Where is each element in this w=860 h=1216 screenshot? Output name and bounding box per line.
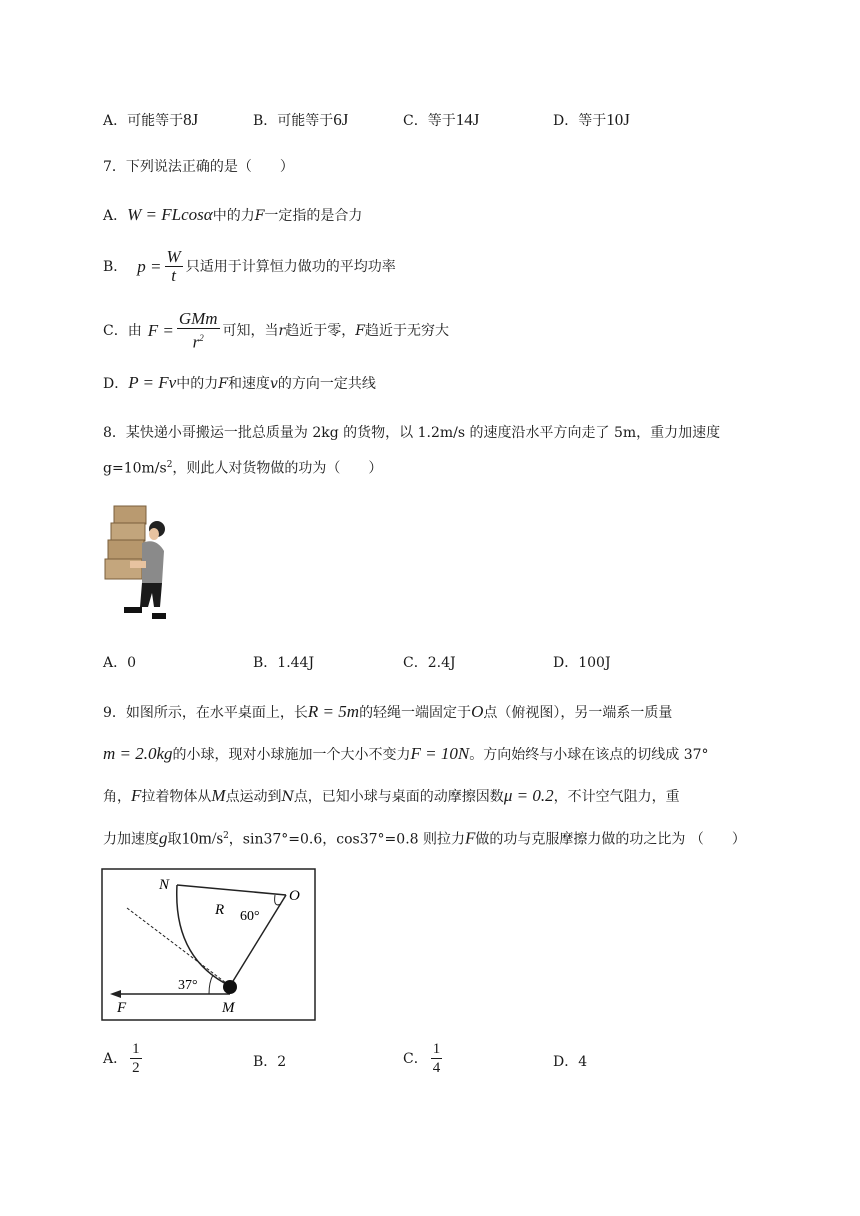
q6-option-d: D．等于10J: [553, 110, 630, 129]
delivery-person-image: [100, 503, 172, 623]
label-r: R: [215, 902, 225, 918]
q6-option-a: A．可能等于8J: [103, 110, 199, 129]
q9-option-b: B．2: [253, 1054, 287, 1070]
q8-stem-line2: $g=10m/s^2$，则此人对货物做的功为（ ）: [103, 460, 383, 477]
label-m: M: [222, 1000, 235, 1016]
q9-option-d: D．4: [553, 1054, 588, 1070]
q9-stem-line3: 角，F拉着物体从M点运动到N点，已知小球与桌面的动摩擦因数μ = 0.2，不计空气阻力，重: [103, 786, 680, 805]
q7-option-d: D．P = Fv中的力F和速度v的方向一定共线: [103, 373, 376, 392]
label-o: O: [289, 888, 300, 904]
label-60: 60°: [240, 909, 260, 924]
q7-stem: 7．下列说法正确的是（ ）: [103, 159, 294, 175]
q8-option-c: C．2.4J: [403, 655, 456, 671]
q9-option-a: A． $\frac{1}{2}$: [103, 1041, 140, 1076]
q6-option-c: C．等于14J: [403, 110, 480, 129]
q9-stem-line1: 9．如图所示，在水平桌面上，长R = 5m的轻绳一端固定于O点（俯视图），另一端系一质量: [103, 702, 673, 721]
q9-option-c: C． $\frac{1}{4}$: [403, 1041, 441, 1076]
q7-option-b: B． p = $\frac{W}{t}$ 只适用于计算恒力做功的平均功率: [103, 247, 396, 285]
ball: [223, 980, 237, 994]
q8-option-d: D．100J: [553, 655, 611, 671]
q8-stem-line1: 8．某快递小哥搬运一批总质量为 2kg 的货物，以 1.2m/s 的速度沿水平方向走了 5m，重力加速度: [103, 425, 721, 441]
q8-option-a: A．0: [103, 655, 137, 671]
label-n: N: [159, 877, 170, 893]
q9-stem-line4: 力加速度g取$10m/s^2$，sin37°=0.6，cos37°=0.8 则拉力F做的功与克服摩擦力做的功之比为 （ ）: [103, 828, 746, 848]
q9-stem-line2: m = 2.0kg的小球，现对小球施加一个大小不变力F = 10N。方向始终与小球在该点的切线成 37°: [103, 744, 709, 763]
label-f: F: [117, 1000, 127, 1016]
label-37: 37°: [178, 978, 198, 993]
q8-option-b: B．1.44J: [253, 655, 315, 671]
q9-figure: [101, 868, 317, 1022]
q7-option-c: C．由 F = $\frac{\text{GMm}}{r^2}$ 可知，当 r 趋近于零， F 趋近于无穷大: [103, 309, 449, 352]
q7-option-a: A．W = FLcosα中的力F一定指的是合力: [103, 205, 363, 224]
q6-option-b: B．可能等于6J: [253, 110, 349, 129]
